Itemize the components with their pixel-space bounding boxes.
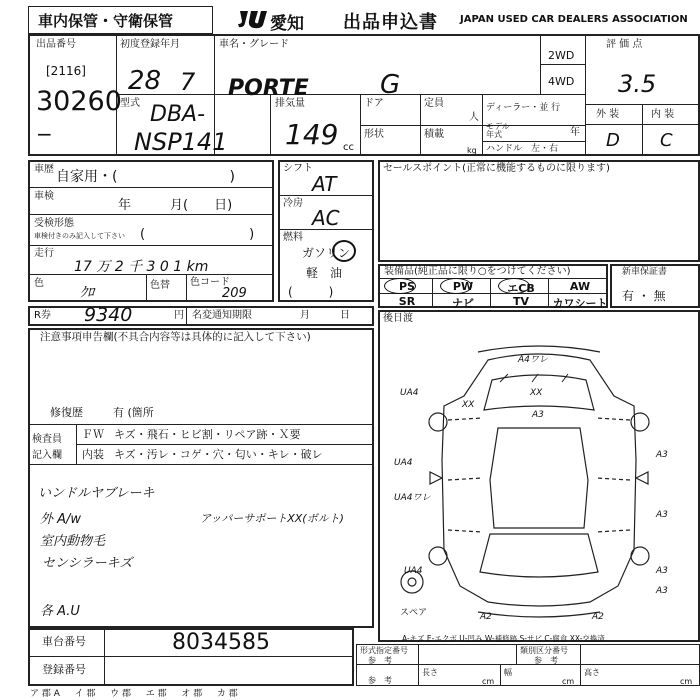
ju-logo xyxy=(236,8,268,30)
displacement-value: 149 xyxy=(285,118,339,151)
gas-circle xyxy=(332,240,356,262)
model-name: PORTE xyxy=(228,76,309,101)
lot-mark: − xyxy=(36,122,53,146)
model-year-label: モデル 年式 xyxy=(486,122,510,139)
interior-value: C xyxy=(660,130,673,151)
exterior-value: D xyxy=(606,130,620,151)
damage-mark-1: XX xyxy=(530,388,543,398)
load-label: 積載 xyxy=(424,129,444,140)
name-notice-label: 名変通知期限 xyxy=(192,310,252,321)
fuel-gas: ガソリン xyxy=(302,246,351,260)
form-title: 出品申込書 xyxy=(343,12,438,33)
handwritten-note-4: センシラーキズ xyxy=(42,556,133,571)
equipment-circle-2 xyxy=(498,278,530,294)
color-change-label: 色替 xyxy=(150,280,170,291)
year-unit: 年 xyxy=(570,127,580,138)
damage-mark-4: UA4 xyxy=(400,388,419,398)
interior-label: 内 装 xyxy=(651,109,675,120)
damage-mark-11: A3 xyxy=(656,586,668,596)
drive-2wd: 2WD xyxy=(548,49,575,62)
damage-mark-12: A2 xyxy=(480,612,492,622)
first-reg-year: 28 xyxy=(128,66,162,96)
capacity-unit: 人 xyxy=(469,112,479,123)
rear-label: 後日渡 xyxy=(383,313,413,324)
bottom-strip: ア 郡 A イ 郡 ウ 郡 エ 郡 オ 郡 カ 郡 xyxy=(30,689,238,699)
chassis-value: 8034585 xyxy=(172,630,270,655)
fuel-diesel: 軽 油 xyxy=(306,266,343,280)
handwritten-note-1: いンドルヤブレーキ xyxy=(38,486,155,501)
model-label: 車名・グレード xyxy=(219,39,289,50)
equipment-item-r2-0: SR xyxy=(398,295,416,308)
handwritten-note-3: 室内動物毛 xyxy=(40,534,106,549)
capacity-label: 定員 xyxy=(424,98,444,109)
fw-label: ＦＷ xyxy=(82,428,104,441)
reception-label: 受検形態 xyxy=(34,218,74,229)
first-reg-month: 7 xyxy=(180,68,196,96)
equipment-item-r1-0: PS xyxy=(399,280,415,293)
damage-mark-13: A2 xyxy=(592,612,604,622)
approval-label: 形式指定番号 xyxy=(360,646,408,655)
color-code-value: 209 xyxy=(222,286,247,301)
caution-label: 注意事項申告欄(不具合内容等は具体的に記入して下さい) xyxy=(40,331,311,343)
notes-box xyxy=(28,328,374,628)
repair-value: 有 (箇所 xyxy=(113,406,154,419)
color-value: ｸﾛ xyxy=(80,285,94,301)
equipment-circle-0 xyxy=(384,278,416,294)
equipment-item-r2-1: ナビ xyxy=(452,297,474,310)
damage-mark-5: A3 xyxy=(656,450,668,460)
repair-label: 修復歴 xyxy=(50,406,83,419)
damage-mark-10: UA4 xyxy=(404,566,423,576)
length-label: 長さ xyxy=(422,668,438,677)
ac-label: 冷房 xyxy=(283,198,303,209)
damage-mark-7: A3 xyxy=(656,510,668,520)
name-notice-value: 月 日 xyxy=(300,310,350,321)
fw-items: キズ・飛石・ヒビ割・リペア跡・Ｘ要 xyxy=(114,428,301,441)
equipment-item-r2-2: TV xyxy=(512,295,530,308)
damage-mark-6: UA4 xyxy=(394,458,413,468)
damage-legend: A-キズ E-エクボ U-凹み W-補修跡 S-サビ C-腐食 XX-交換済 xyxy=(402,634,605,643)
shift-value: AT xyxy=(312,172,337,196)
type-value-2: NSP141 xyxy=(134,128,228,156)
sales-point-box xyxy=(378,160,700,262)
inspector-label: 検査員 記入欄 xyxy=(32,434,62,461)
reception-note: 車検付きのみ記入して下さい xyxy=(34,232,125,240)
door-label: ドア xyxy=(364,98,384,109)
color-label: 色 xyxy=(34,278,44,289)
drive-4wd: 4WD xyxy=(548,75,575,88)
length-unit: cm xyxy=(482,677,495,686)
association-name: JAPAN USED CAR DEALERS ASSOCIATION xyxy=(460,14,688,25)
inspection-value: 年 月( 日) xyxy=(118,198,233,213)
ref-label-2: 参 考 xyxy=(534,656,558,665)
warranty-value: 有 ・ 無 xyxy=(622,289,666,303)
height-label: 高さ xyxy=(584,668,600,677)
r-label: R券 xyxy=(34,310,51,321)
ref-label-1: 参 考 xyxy=(368,656,392,665)
grade: G xyxy=(380,70,401,100)
interior-items-label: 内装 xyxy=(82,448,104,461)
equipment-item-r2-3: カワシート xyxy=(552,297,608,310)
usage-label: 車歴 xyxy=(34,164,54,175)
handwritten-note-2: 外 A/w xyxy=(40,512,82,527)
damage-mark-2: A3 xyxy=(532,410,544,420)
fuel-paren: ( ) xyxy=(288,285,334,299)
handle-label: ハンドル 左・右 xyxy=(486,144,559,154)
type-value-1: DBA- xyxy=(150,102,206,127)
handwritten-note-5: アッパーサポートXX(ボルト) xyxy=(200,512,344,525)
color-code-label: 色コード xyxy=(190,277,230,288)
interior-items: キズ・汚レ・コゲ・穴・匂い・キレ・破レ xyxy=(114,448,323,461)
usage-value: 自家用・( ) xyxy=(56,169,235,185)
ac-value: AC xyxy=(312,206,340,230)
height-unit: cm xyxy=(680,677,693,686)
handwritten-note-6: 各 A.U xyxy=(40,604,80,619)
shift-label: シフト xyxy=(283,163,313,174)
damage-mark-0: A4ワレ xyxy=(518,355,548,365)
mileage-value: 17 万 2 千 3 0 1 km xyxy=(74,259,209,275)
storage-tab-label: 車内保管・守衛保管 xyxy=(38,12,174,30)
score-label: 評 価 点 xyxy=(606,39,643,50)
equipment-item-r1-2: エCB xyxy=(507,282,535,295)
lot-label: 出品番号 xyxy=(36,39,76,50)
equipment-item-r1-1: PW xyxy=(452,280,474,293)
width-label: 幅 xyxy=(504,668,512,677)
category-label: 類別区分番号 xyxy=(520,646,568,655)
spare-label: スペア xyxy=(400,608,428,618)
ref-label-3: 参 考 xyxy=(368,676,392,685)
exterior-label: 外 装 xyxy=(596,109,620,120)
type-label: 型式 xyxy=(120,98,140,109)
shape-label: 形状 xyxy=(364,129,384,140)
score-value: 3.5 xyxy=(618,70,657,98)
inspection-label: 車検 xyxy=(34,191,54,202)
equipment-label: 装備品(純正品に限り○をつけてください) xyxy=(384,266,571,277)
cc-unit: cc xyxy=(343,142,354,153)
mileage-label: 走行 xyxy=(34,248,54,259)
r-value: 9340 xyxy=(84,304,133,326)
damage-mark-3: XX xyxy=(462,400,475,410)
r-unit: 円 xyxy=(174,310,184,321)
dealer-label: ディーラー・並 行 xyxy=(486,103,561,113)
displacement-label: 排気量 xyxy=(275,98,305,109)
equipment-item-r1-3: AW xyxy=(569,280,591,293)
lot-small: [2116] xyxy=(46,64,86,78)
registration-label: 登録番号 xyxy=(42,663,86,676)
chassis-label: 車台番号 xyxy=(42,635,86,648)
equipment-circle-1 xyxy=(440,278,472,294)
brand-name: 愛知 xyxy=(270,14,304,34)
load-unit: kg xyxy=(467,146,477,155)
damage-mark-8: UA4ワレ xyxy=(394,493,431,503)
damage-mark-9: A3 xyxy=(656,566,668,576)
sales-point-label: セールスポイント(正常に機能するものに限ります) xyxy=(383,163,610,174)
warranty-label: 新車保証書 xyxy=(622,267,668,277)
lot-number: 30260 xyxy=(36,86,122,117)
first-reg-label: 初度登録年月 xyxy=(120,39,180,50)
reception-value: ( ) xyxy=(140,227,255,242)
width-unit: cm xyxy=(562,677,575,686)
fuel-label: 燃料 xyxy=(283,232,303,243)
